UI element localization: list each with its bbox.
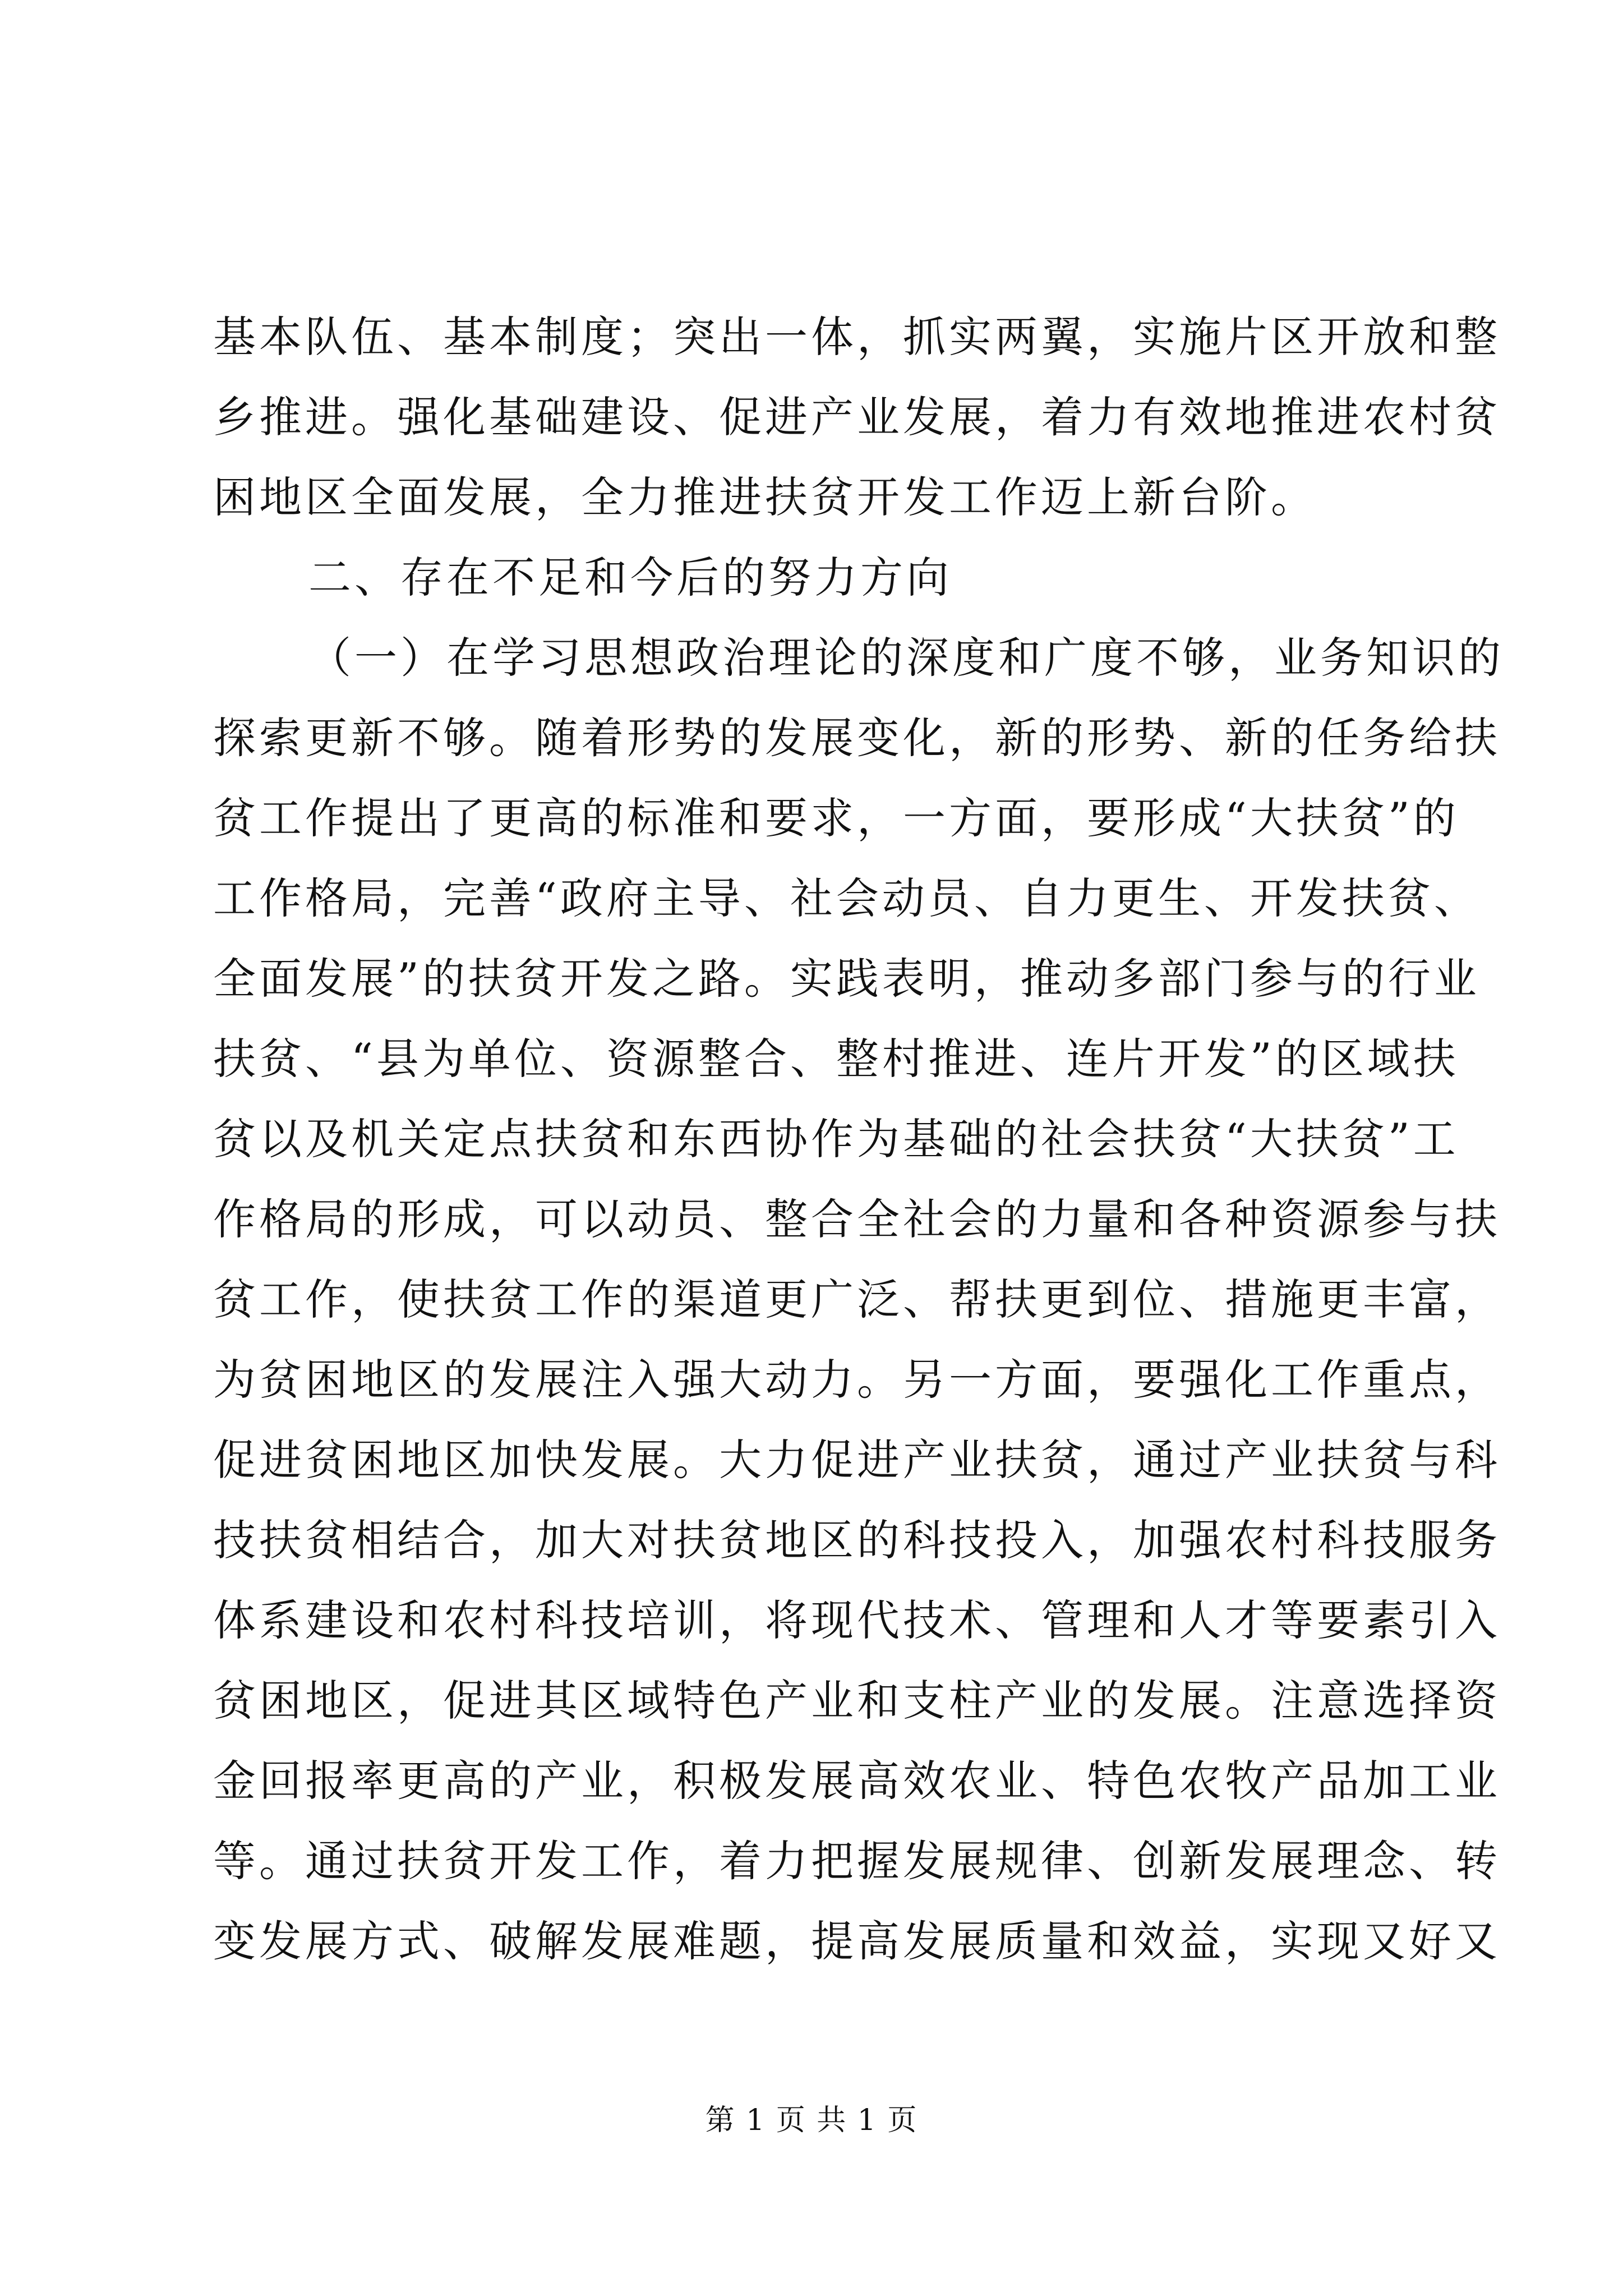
text-line: 作格局的形成，可以动员、整合全社会的力量和各种资源参与扶 — [213, 1194, 1501, 1244]
text-line: 基本队伍、基本制度；突出一体，抓实两翼，实施片区开放和整 — [213, 312, 1501, 362]
text-line: 贫困地区，促进其区域特色产业和支柱产业的发展。注意选择资 — [213, 1676, 1501, 1726]
text-line: 扶贫、“县为单位、资源整合、整村推进、连片开发”的区域扶 — [213, 1034, 1459, 1084]
text-line: 困地区全面发展，全力推进扶贫开发工作迈上新台阶。 — [213, 472, 1317, 522]
text-line: 贫以及机关定点扶贫和东西协作为基础的社会扶贫“大扶贫”工 — [213, 1114, 1459, 1164]
text-line: 贫工作，使扶贫工作的渠道更广泛、帮扶更到位、措施更丰富， — [213, 1274, 1501, 1324]
text-line: 等。通过扶贫开发工作，着力把握发展规律、创新发展理念、转 — [213, 1836, 1501, 1886]
text-line: 乡推进。强化基础建设、促进产业发展，着力有效地推进农村贫 — [213, 392, 1501, 442]
text-line: 探索更新不够。随着形势的发展变化，新的形势、新的任务给扶 — [213, 713, 1501, 763]
text-line: 为贫困地区的发展注入强大动力。另一方面，要强化工作重点， — [213, 1355, 1501, 1405]
text-line: 贫工作提出了更高的标准和要求，一方面，要形成“大扶贫”的 — [213, 793, 1459, 843]
section-heading: 二、存在不足和今后的努力方向 — [308, 553, 952, 602]
text-line: 体系建设和农村科技培训，将现代技术、管理和人才等要素引入 — [213, 1595, 1501, 1645]
page-footer — [0, 2098, 1623, 2143]
text-line: 促进贫困地区加快发展。大力促进产业扶贫，通过产业扶贫与科 — [213, 1435, 1501, 1485]
text-line: 变发展方式、破解发展难题，提高发展质量和效益，实现又好又 — [213, 1916, 1501, 1966]
text-line: （一）在学习思想政治理论的深度和广度不够，业务知识的 — [308, 633, 1504, 683]
text-line: 技扶贫相结合，加大对扶贫地区的科技投入，加强农村科技服务 — [213, 1515, 1501, 1565]
text-line: 工作格局，完善“政府主导、社会动员、自力更生、开发扶贫、 — [213, 873, 1480, 923]
text-line: 金回报率更高的产业，积极发展高效农业、特色农牧产品加工业 — [213, 1756, 1501, 1806]
page-indicator: 第 1 页 共 1 页 — [705, 2104, 918, 2137]
text-line: 全面发展”的扶贫开发之路。实践表明，推动多部门参与的行业 — [213, 954, 1480, 1004]
